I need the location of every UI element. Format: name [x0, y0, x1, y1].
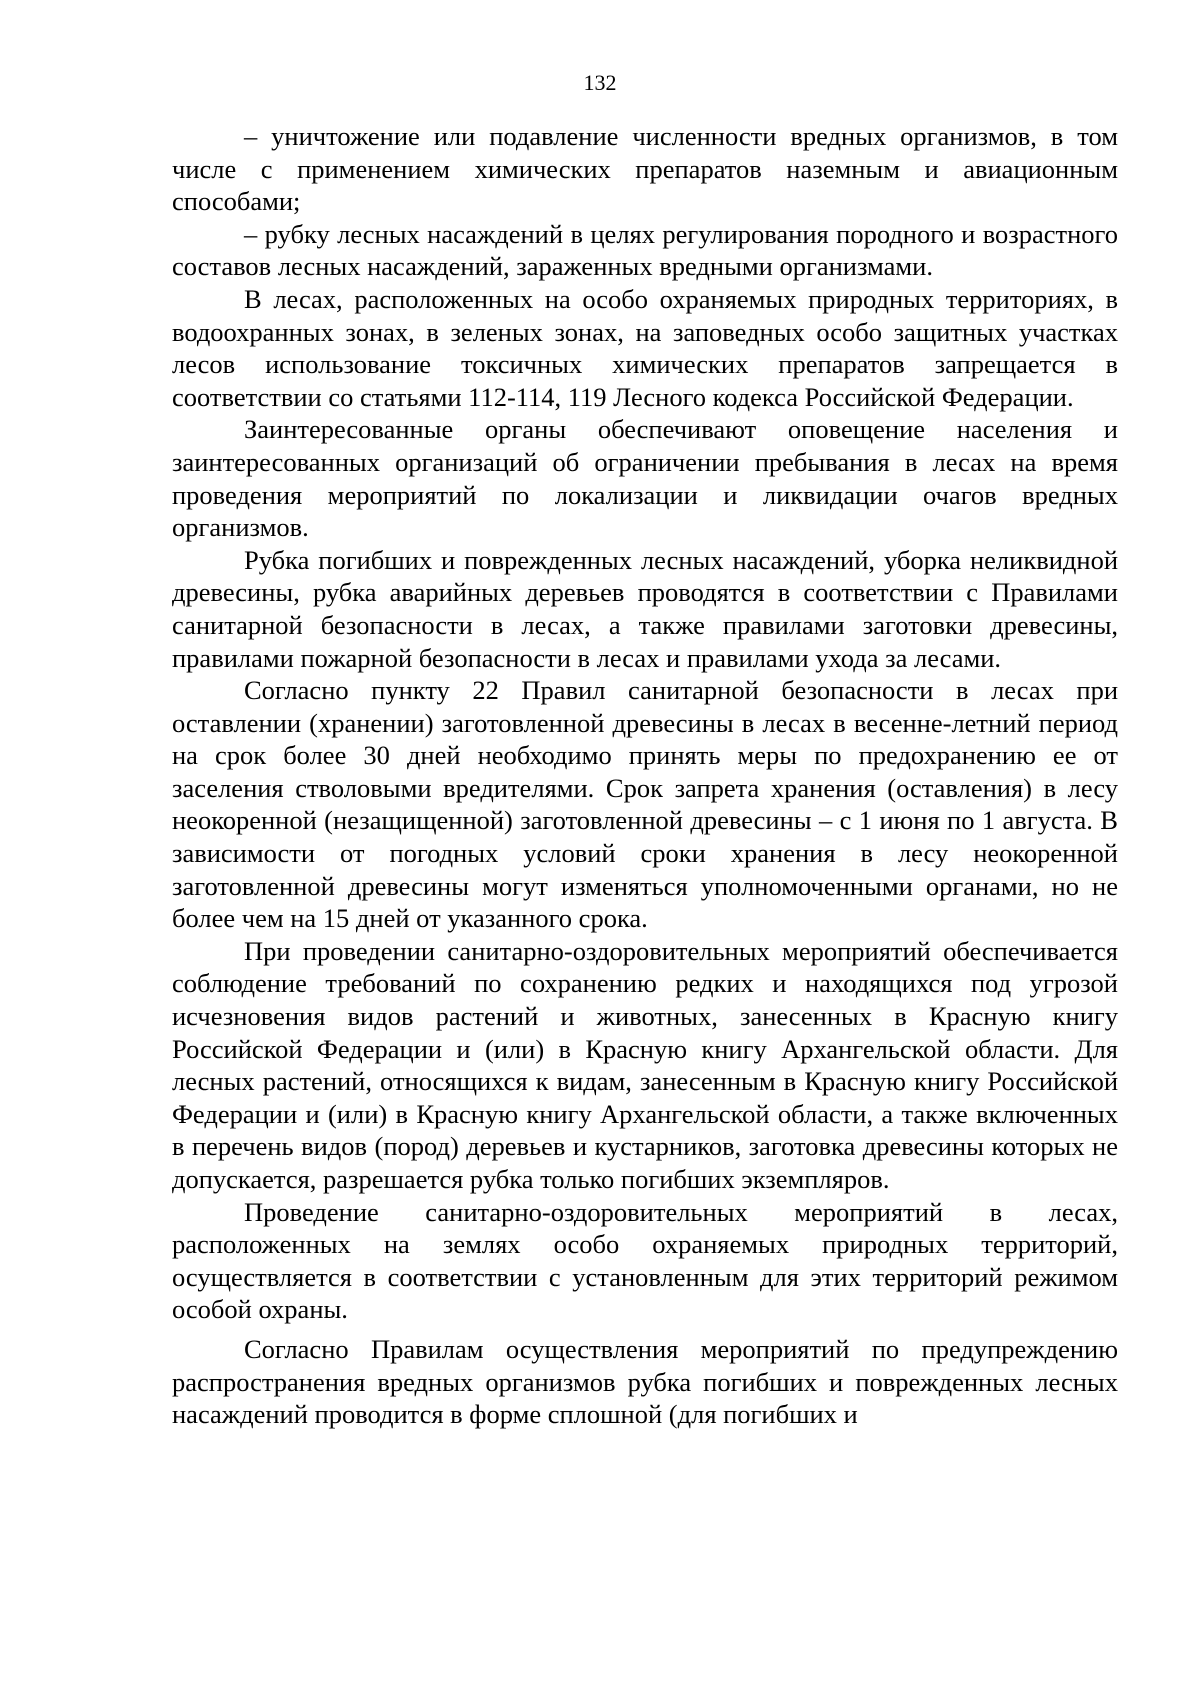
paragraph-protected-territories: В лесах, расположенных на особо охраняемых природных территориях, в водоохранных зонах, в зеленых зонах, на заповедных особо защитных участках лесов использование токсичных химических препаратов запрещается в соответствии со статьями 112-114, 119 Лесного кодекса Российской Федерации. — [172, 283, 1118, 412]
paragraph-pest-destruction: – уничтожение или подавление численности вредных организмов, в том числе с применением химических препаратов наземным и авиационным способами; — [172, 121, 1118, 217]
paragraph-prevention-rules: Согласно Правилам осуществления мероприятий по предупреждению распространения вредных организмов рубка погибших и поврежденных лесных насаждений проводится в форме сплошной (для погибших и — [172, 1333, 1118, 1430]
paragraph-protection-regime: Проведение санитарно-оздоровительных мероприятий в лесах, расположенных на землях особо охраняемых природных территорий, осуществляется в соответствии с установленным для этих территорий режимом особой охраны. — [172, 1196, 1118, 1325]
paragraph-red-book-species: При проведении санитарно-оздоровительных мероприятий обеспечивается соблюдение требований по сохранению редких и находящихся под угрозой исчезновения видов растений и животных, занесенных в Красную книгу Российской Федерации и (или) в Красную книгу Архангельской области. Для лесных растений, относящихся к видам, занесенным в Красную книгу Российской Федерации и (или) в Красную книгу Архангельской области, а также включенных в перечень видов (пород) деревьев и кустарников, заготовка древесины которых не допускается, разрешается рубка только погибших экземпляров. — [172, 935, 1118, 1194]
page-number: 132 — [583, 70, 617, 95]
paragraph-wood-storage: Согласно пункту 22 Правил санитарной безопасности в лесах при оставлении (хранении) заготовленной древесины в лесах в весенне-летний период на срок более 30 дней необходимо принять меры по предохранению ее от заселения стволовыми вредителями. Срок запрета хранения (оставления) в лесу неокоренной (незащищенной) заготовленной древесины – с 1 июня по 1 августа. В зависимости от погодных условий сроки хранения в лесу неокоренной заготовленной древесины могут изменяться уполномоченными органами, но не более чем на 15 дней от указанного срока. — [172, 675, 1118, 934]
paragraph-public-notification: Заинтересованные органы обеспечивают оповещение населения и заинтересованных организаций об ограничении пребывания в лесах на время проведения мероприятий по локализации и ликвидации очагов вредных организмов. — [172, 414, 1118, 543]
paragraph-sanitary-felling: Рубка погибших и поврежденных лесных насаждений, уборка неликвидной древесины, рубка аварийных деревьев проводятся в соответствии с Правилами санитарной безопасности в лесах, а также правилами заготовки древесины, правилами пожарной безопасности в лесах и правилами ухода за лесами. — [172, 544, 1118, 673]
document-body — [172, 120, 1118, 1431]
paragraph-felling-regulation: – рубку лесных насаждений в целях регулирования породного и возрастного составов лесных насаждений, зараженных вредными организмами. — [172, 218, 1118, 282]
